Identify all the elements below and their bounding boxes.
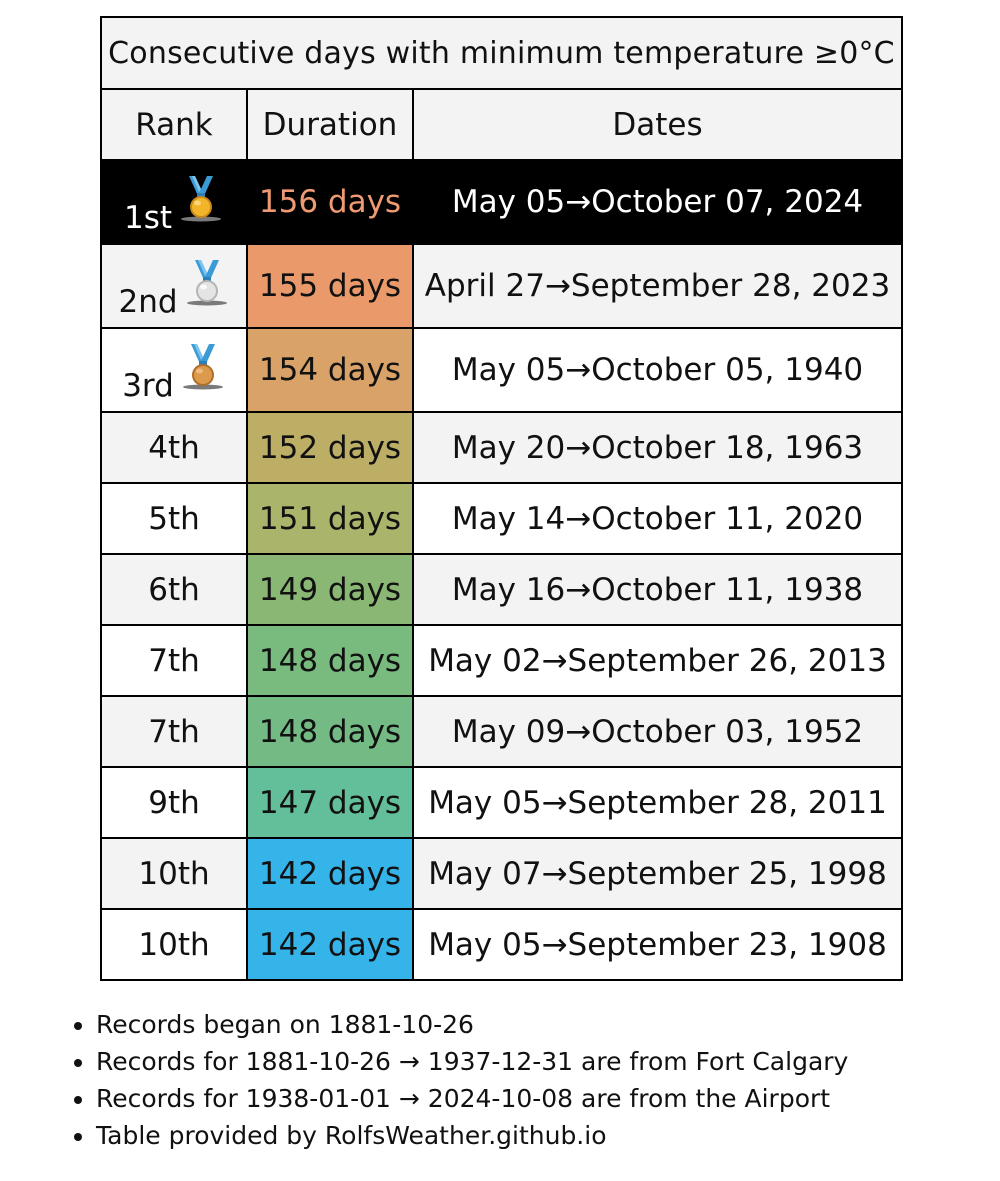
note-item: • Records for 1881-10-26 → 1937-12-31 are from Fort Calgary (96, 1043, 848, 1080)
records-table (100, 16, 903, 981)
dates-cell: May 05→October 05, 1940 (413, 328, 902, 412)
rank-cell: 9th (101, 767, 247, 838)
dates-cell: May 02→September 26, 2013 (413, 625, 902, 696)
dates-cell: May 16→October 11, 1938 (413, 554, 902, 625)
rank-label: 2nd (118, 284, 178, 320)
table-row (101, 328, 902, 412)
note-item: • Records began on 1881-10-26 (96, 1006, 848, 1043)
duration-cell: 142 days (247, 838, 413, 909)
dates-cell: May 05→October 07, 2024 (413, 160, 902, 244)
rank-cell: 5th (101, 483, 247, 554)
header-duration: Duration (247, 89, 413, 160)
duration-cell: 151 days (247, 483, 413, 554)
rank-cell: 7th (101, 625, 247, 696)
note-item: • Records for 1938-01-01 → 2024-10-08 are from the Airport (96, 1080, 848, 1117)
duration-cell: 149 days (247, 554, 413, 625)
table-title: Consecutive days with minimum temperature ≥0°C (101, 17, 902, 89)
table-row (101, 412, 902, 483)
dates-cell: May 07→September 25, 1998 (413, 838, 902, 909)
dates-cell: May 14→October 11, 2020 (413, 483, 902, 554)
table-row (101, 554, 902, 625)
table-row (101, 696, 902, 767)
duration-cell: 147 days (247, 767, 413, 838)
table-row (101, 625, 902, 696)
gold-medal-icon (178, 174, 224, 230)
dates-cell: April 27→September 28, 2023 (413, 244, 902, 328)
table-row (101, 244, 902, 328)
table-row (101, 483, 902, 554)
table-row (101, 909, 902, 980)
header-rank: Rank (101, 89, 247, 160)
duration-cell: 155 days (247, 244, 413, 328)
duration-cell: 154 days (247, 328, 413, 412)
header-dates: Dates (413, 89, 902, 160)
duration-cell: 148 days (247, 696, 413, 767)
duration-cell: 156 days (247, 160, 413, 244)
rank-label: 3rd (122, 368, 174, 404)
rank-cell: 7th (101, 696, 247, 767)
dates-cell: May 05→September 28, 2011 (413, 767, 902, 838)
duration-cell: 142 days (247, 909, 413, 980)
rank-with-medal (118, 258, 229, 320)
notes-list (64, 1006, 848, 1154)
table-body (101, 160, 902, 980)
rank-with-medal (122, 342, 226, 404)
rank-cell: 4th (101, 412, 247, 483)
rank-cell: 6th (101, 554, 247, 625)
rank-cell (101, 160, 247, 244)
table-row (101, 767, 902, 838)
rank-with-medal (123, 174, 224, 236)
duration-cell: 148 days (247, 625, 413, 696)
silver-medal-icon (184, 258, 230, 314)
bronze-medal-icon (180, 342, 226, 398)
dates-cell: May 09→October 03, 1952 (413, 696, 902, 767)
dates-cell: May 20→October 18, 1963 (413, 412, 902, 483)
table-row (101, 160, 902, 244)
rank-cell: 10th (101, 909, 247, 980)
duration-cell: 152 days (247, 412, 413, 483)
rank-label: 1st (123, 200, 173, 236)
table-row (101, 838, 902, 909)
rank-cell (101, 244, 247, 328)
rank-cell: 10th (101, 838, 247, 909)
note-item: • Table provided by RolfsWeather.github.io (96, 1117, 848, 1154)
dates-cell: May 05→September 23, 1908 (413, 909, 902, 980)
rank-cell (101, 328, 247, 412)
